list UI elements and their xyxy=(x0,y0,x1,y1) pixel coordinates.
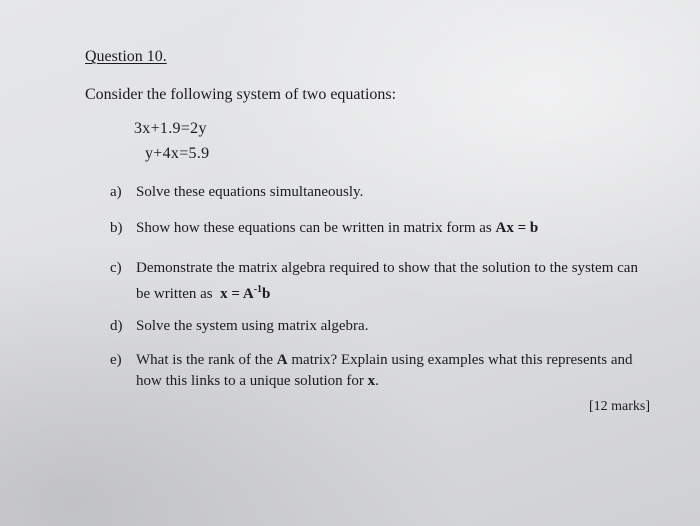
part-e-letter: e) xyxy=(110,352,122,368)
equation-2: y+4x=5.9 xyxy=(145,145,210,162)
part-e-line-2 xyxy=(136,371,656,392)
part-a-letter: a) xyxy=(110,184,122,200)
equation-1: 3x+1.9=2y xyxy=(134,120,207,137)
part-c-line-2-text: be written as xyxy=(136,286,213,302)
question-intro: Consider the following system of two equations: xyxy=(85,86,397,103)
part-b-formula: Ax = b xyxy=(495,220,539,236)
part-e-line-1-b: matrix? Explain using examples what this represents and xyxy=(291,352,633,368)
part-c-formula-lhs: x = A xyxy=(220,286,254,302)
part-b-text: Show how these equations can be written in matrix form as xyxy=(136,220,492,236)
part-b-letter: b) xyxy=(110,220,123,236)
part-e-line-1 xyxy=(136,350,656,371)
part-e-body xyxy=(136,350,656,392)
part-b-body xyxy=(136,218,656,239)
part-c-formula-rhs: b xyxy=(262,286,271,302)
part-c-line-2 xyxy=(136,279,656,305)
question-title: Question 10. xyxy=(85,48,167,65)
part-e-matrix-a: A xyxy=(276,352,288,368)
part-e-line-1-a: What is the rank of the xyxy=(136,352,274,368)
part-c-formula-sup: -1 xyxy=(253,284,263,295)
part-d-letter: d) xyxy=(110,318,123,334)
part-d-text: Solve the system using matrix algebra. xyxy=(136,318,369,334)
part-c-letter: c) xyxy=(110,260,122,276)
marks-label: [12 marks] xyxy=(589,399,651,414)
part-c-body xyxy=(136,258,656,305)
part-e-line-2-a: how this links to a unique solution for xyxy=(136,373,364,389)
part-e-vector-x: x xyxy=(367,373,376,389)
part-c-line-1: Demonstrate the matrix algebra required to show that the solution to the system can xyxy=(136,260,638,276)
part-b-line xyxy=(136,218,656,239)
part-a-text: Solve these equations simultaneously. xyxy=(136,184,364,200)
part-e-line-2-b: . xyxy=(375,373,379,389)
